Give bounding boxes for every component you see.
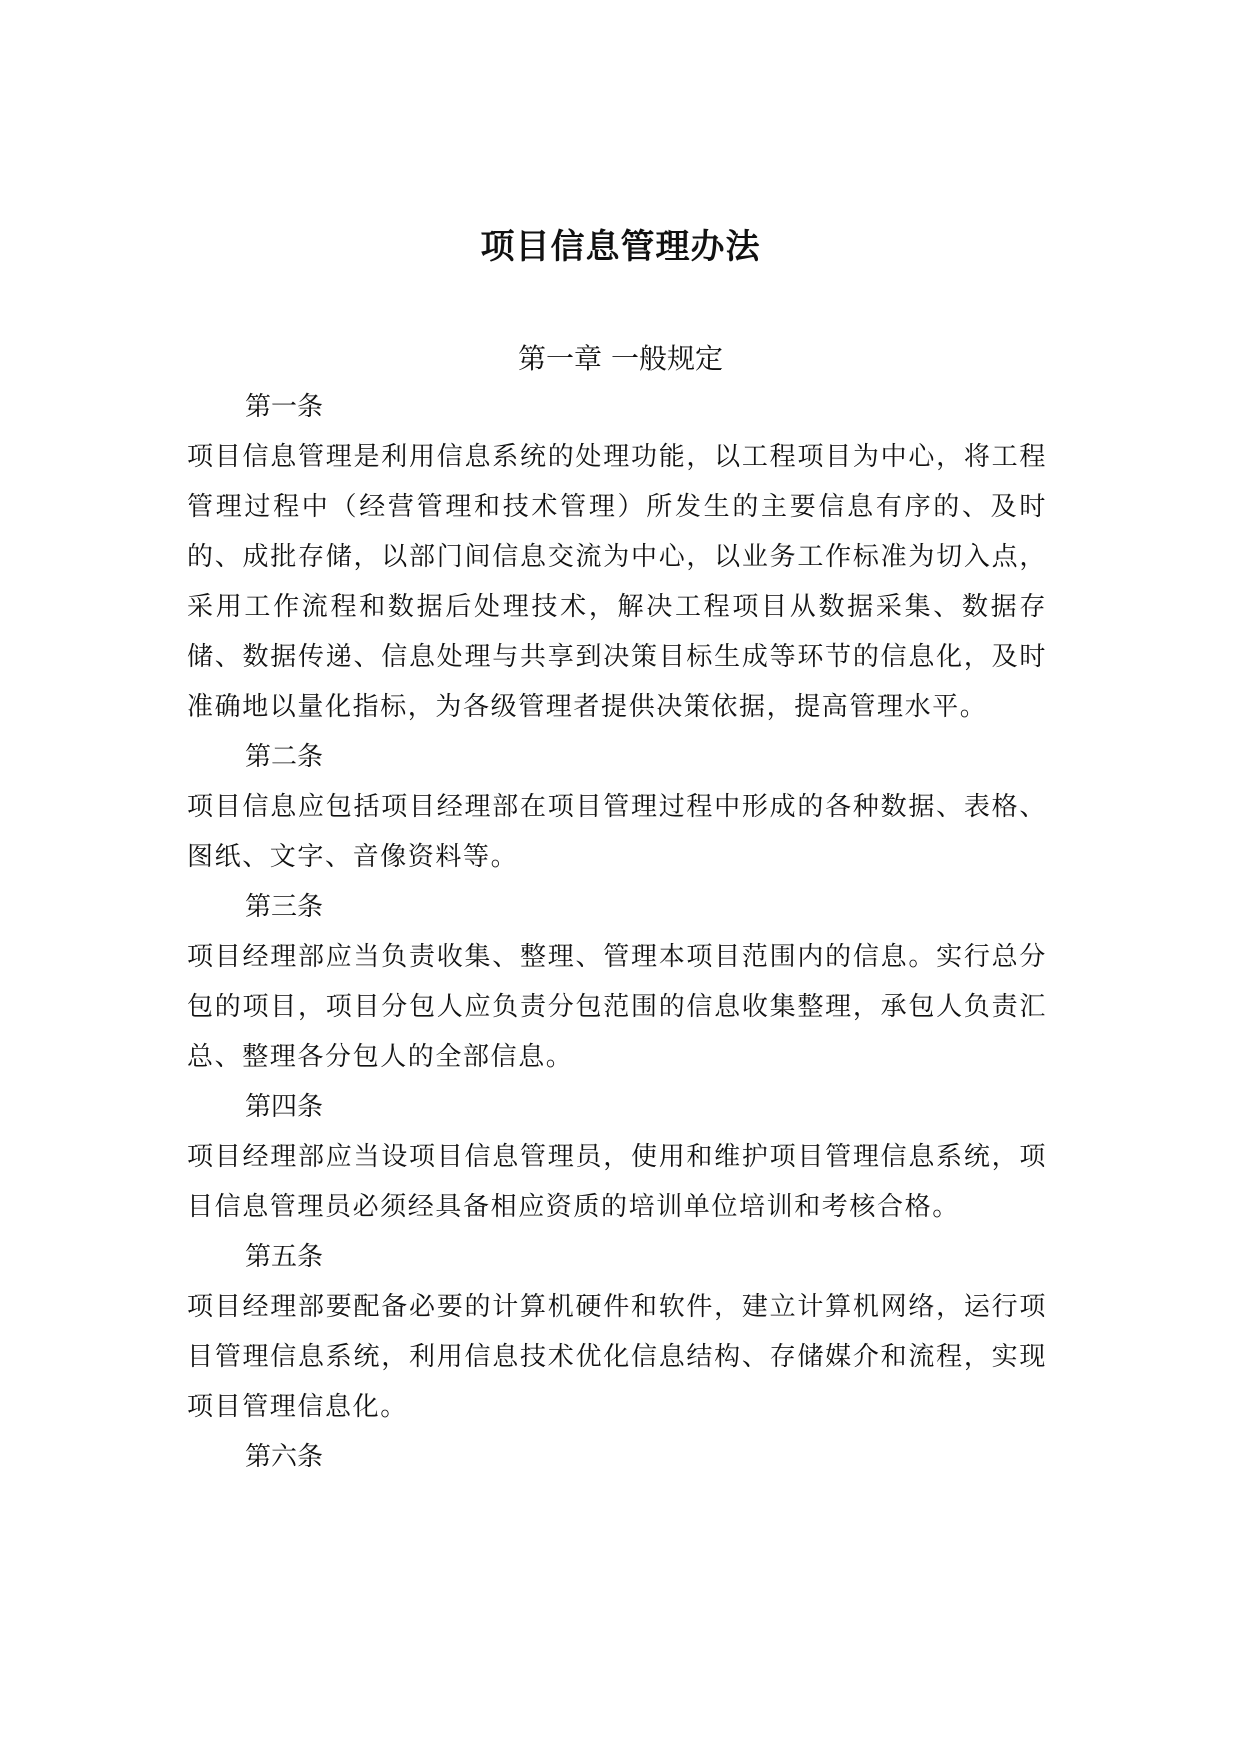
- document-body: [187, 382, 1047, 1482]
- article-1-text: 项目信息管理是利用信息系统的处理功能，以工程项目为中心，将工程管理过程中（经营管理和技术管理）所发生的主要信息有序的、及时的、成批存储，以部门间信息交流为中心，以业务工作标准为切入点，采用工作流程和数据后处理技术，解决工程项目从数据采集、数据存储、数据传递、信息处理与共享到决策目标生成等环节的信息化，及时准确地以量化指标，为各级管理者提供决策依据，提高管理水平。: [187, 442, 1047, 722]
- article-5-text: 项目经理部要配备必要的计算机硬件和软件，建立计算机网络，运行项目管理信息系统，利用信息技术优化信息结构、存储媒介和流程，实现项目管理信息化。: [187, 1292, 1047, 1422]
- article-5-heading: 第五条: [245, 1242, 324, 1272]
- article-3-heading: 第三条: [245, 892, 324, 922]
- article-1-heading: 第一条: [245, 392, 324, 422]
- article-4-text: 项目经理部应当设项目信息管理员，使用和维护项目管理信息系统，项目信息管理员必须经具备相应资质的培训单位培训和考核合格。: [187, 1142, 1047, 1222]
- document-title: 项目信息管理办法: [480, 227, 761, 267]
- article-2-text: 项目信息应包括项目经理部在项目管理过程中形成的各种数据、表格、图纸、文字、音像资料等。: [187, 792, 1047, 872]
- chapter-title: 第一章 一般规定: [518, 342, 723, 375]
- article-4-heading: 第四条: [245, 1092, 324, 1122]
- article-2-heading: 第二条: [245, 742, 324, 772]
- article-6-heading: 第六条: [245, 1442, 324, 1472]
- article-3-text: 项目经理部应当负责收集、整理、管理本项目范围内的信息。实行总分包的项目，项目分包人应负责分包范围的信息收集整理，承包人负责汇总、整理各分包人的全部信息。: [187, 942, 1047, 1072]
